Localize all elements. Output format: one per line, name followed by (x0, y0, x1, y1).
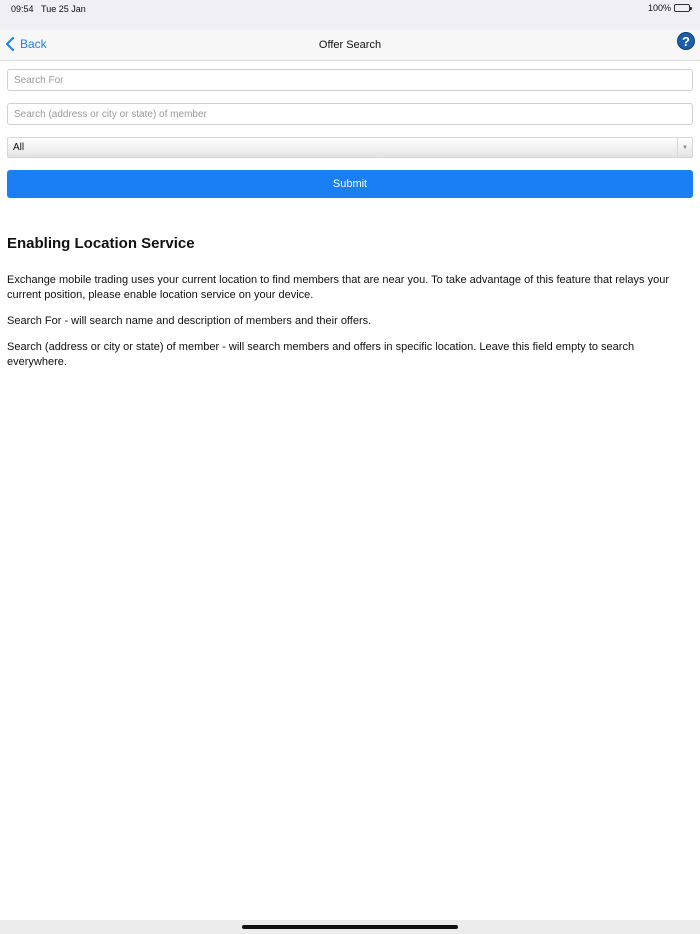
status-bar (0, 0, 700, 30)
page-title: Offer Search (318, 39, 382, 51)
info-heading: Enabling Location Service (7, 235, 195, 252)
navigation-bar (0, 30, 700, 61)
search-for-input[interactable] (7, 69, 693, 91)
category-select-value: All (13, 142, 25, 153)
info-paragraph-search-location: Search (address or city or state) of member - will search members and offers in specific location. Leave this field empty to search everywhere. (7, 341, 635, 368)
submit-button[interactable]: Submit (7, 170, 693, 198)
location-info-section (7, 232, 695, 381)
location-search-input[interactable] (7, 103, 693, 125)
back-label: Back (20, 37, 47, 51)
battery-icon (674, 4, 690, 12)
status-right (648, 3, 690, 13)
info-paragraph-location: Exchange mobile trading uses your current location to find members that are near you. To take advantage of this feature that relays your current position, please enable location service on your device. (7, 274, 670, 301)
status-time-date: 09:54 Tue 25 Jan (11, 4, 86, 14)
battery-percent: 100% (647, 3, 671, 13)
help-icon[interactable]: ? (677, 32, 695, 50)
info-paragraph-search-for: Search For - will search name and description of members and their offers. (7, 315, 372, 327)
home-indicator[interactable] (242, 925, 458, 929)
dropdown-arrow-icon: ▼ (677, 138, 692, 157)
category-select[interactable] (7, 137, 693, 158)
